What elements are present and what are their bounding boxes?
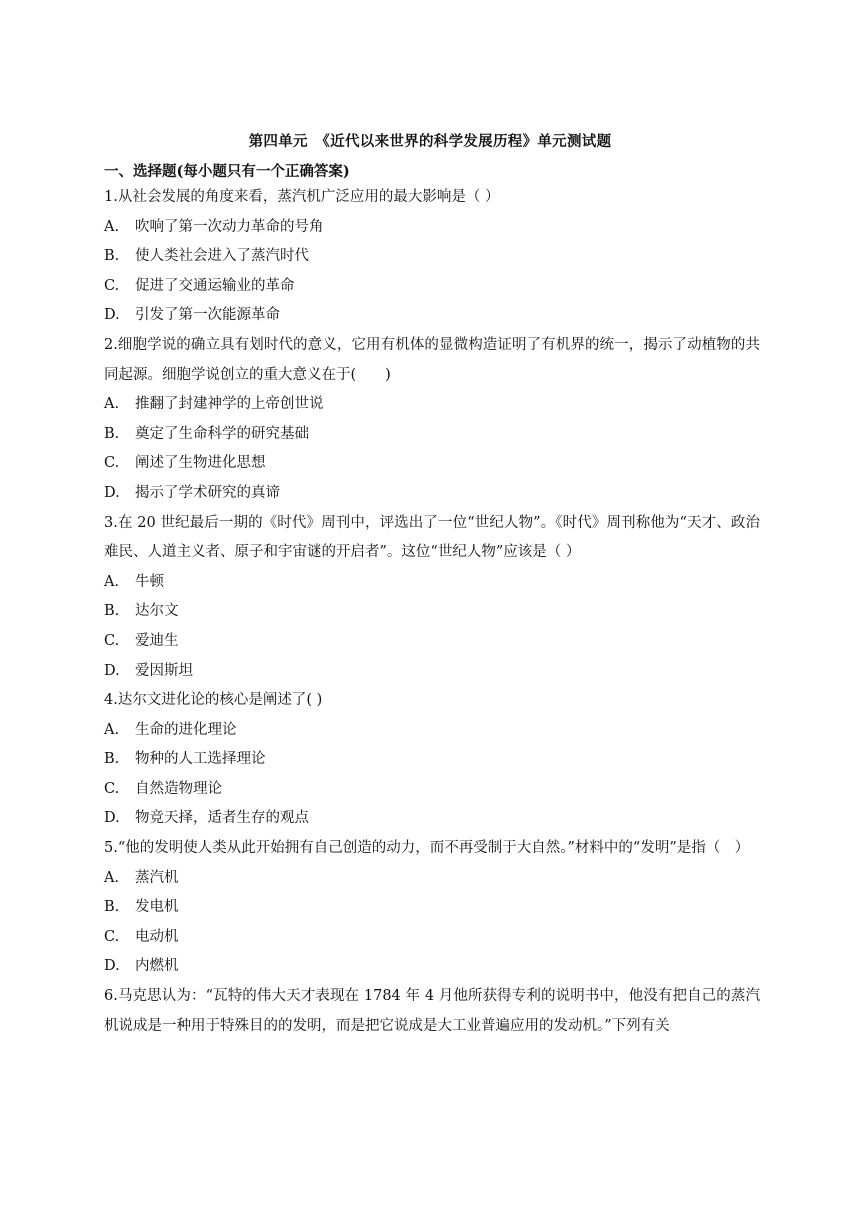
option-text: 阐述了生物进化思想	[135, 455, 266, 472]
option-text: 爱迪生	[135, 632, 179, 649]
option-text: 物竞天择，适者生存的观点	[135, 810, 309, 827]
option-a	[104, 390, 760, 420]
option-letter: D.	[104, 662, 120, 679]
option-a	[104, 716, 760, 746]
option-c	[104, 449, 760, 479]
option-letter: B.	[104, 248, 120, 265]
option-letter: D.	[104, 307, 120, 324]
option-b	[104, 893, 760, 923]
option-text: 促进了交通运输业的革命	[135, 277, 295, 294]
option-letter: A.	[104, 218, 120, 235]
option-d	[104, 657, 760, 687]
option-letter: C.	[104, 277, 120, 294]
option-letter: D.	[104, 958, 120, 975]
option-text: 发电机	[135, 899, 179, 916]
option-letter: B.	[104, 603, 120, 620]
option-c	[104, 923, 760, 953]
option-text: 电动机	[135, 928, 179, 945]
question-5	[104, 834, 760, 982]
option-c	[104, 272, 760, 302]
section-heading: 一、选择题(每小题只有一个正确答案)	[104, 163, 350, 180]
question-stem: 4.达尔文进化论的核心是阐述了( )	[104, 692, 323, 709]
option-a	[104, 864, 760, 894]
option-text: 生命的进化理论	[135, 721, 237, 738]
question-list	[104, 183, 760, 1041]
option-a	[104, 568, 760, 598]
option-text: 牛顿	[135, 573, 164, 590]
option-text: 内燃机	[135, 958, 179, 975]
option-c	[104, 775, 760, 805]
option-text: 物种的人工选择理论	[135, 751, 266, 768]
option-text: 推翻了封建神学的上帝创世说	[135, 396, 324, 413]
question-3	[104, 509, 760, 687]
question-2	[104, 331, 760, 509]
option-b	[104, 242, 760, 272]
option-b	[104, 745, 760, 775]
option-letter: B.	[104, 751, 120, 768]
option-letter: C.	[104, 928, 120, 945]
question-stem: 3.在 20 世纪最后一期的《时代》周刊中，评选出了一位“世纪人物”。《时代》周刊称他为“天才、政治难民、人道主义者、原子和宇宙谜的开启者”。这位“世纪人物”应该是（ ）	[104, 514, 760, 561]
option-a	[104, 213, 760, 243]
question-stem: 1.从社会发展的角度来看，蒸汽机广泛应用的最大影响是（ ）	[104, 189, 500, 205]
option-text: 达尔文	[135, 603, 179, 620]
question-stem: 6.马克思认为：“瓦特的伟大天才表现在 1784 年 4 月他所获得专利的说明书中，他没有把自己的蒸汽机说成是一种用于特殊目的的发明，而是把它说成是大工业普遍应用的发动机。”下列有关	[104, 988, 760, 1034]
option-d	[104, 479, 760, 509]
option-letter: C.	[104, 455, 120, 472]
option-d	[104, 301, 760, 331]
option-text: 爱因斯坦	[135, 662, 193, 679]
option-letter: A.	[104, 396, 120, 413]
option-letter: B.	[104, 899, 120, 916]
option-text: 蒸汽机	[135, 869, 179, 886]
option-b	[104, 597, 760, 627]
option-letter: B.	[104, 425, 120, 442]
question-1	[104, 183, 760, 331]
option-letter: D.	[104, 484, 120, 501]
option-letter: A.	[104, 721, 120, 738]
option-letter: C.	[104, 780, 120, 797]
document-title: 第四单元 《近代以来世界的科学发展历程》单元测试题	[248, 133, 612, 150]
option-letter: A.	[104, 573, 120, 590]
question-stem: 2.细胞学说的确立具有划时代的意义，它用有机体的显微构造证明了有机界的统一，揭示了动植物的共同起源。细胞学说创立的重大意义在于( )	[104, 336, 760, 383]
question-stem: 5.“他的发明使人类从此开始拥有自己创造的动力，而不再受制于大自然。”材料中的“发明”是指（ ）	[104, 840, 750, 857]
option-letter: A.	[104, 869, 120, 886]
option-letter: D.	[104, 810, 120, 827]
option-letter: C.	[104, 632, 120, 649]
option-text: 使人类社会进入了蒸汽时代	[135, 248, 309, 265]
option-b	[104, 420, 760, 450]
option-text: 引发了第一次能源革命	[135, 307, 280, 324]
question-4	[104, 686, 760, 834]
option-text: 奠定了生命科学的研究基础	[135, 425, 309, 442]
option-d	[104, 804, 760, 834]
option-text: 吹响了第一次动力革命的号角	[135, 218, 324, 235]
question-6	[104, 982, 760, 1041]
option-d	[104, 952, 760, 982]
option-text: 自然造物理论	[135, 780, 222, 797]
option-c	[104, 627, 760, 657]
option-text: 揭示了学术研究的真谛	[135, 484, 280, 501]
